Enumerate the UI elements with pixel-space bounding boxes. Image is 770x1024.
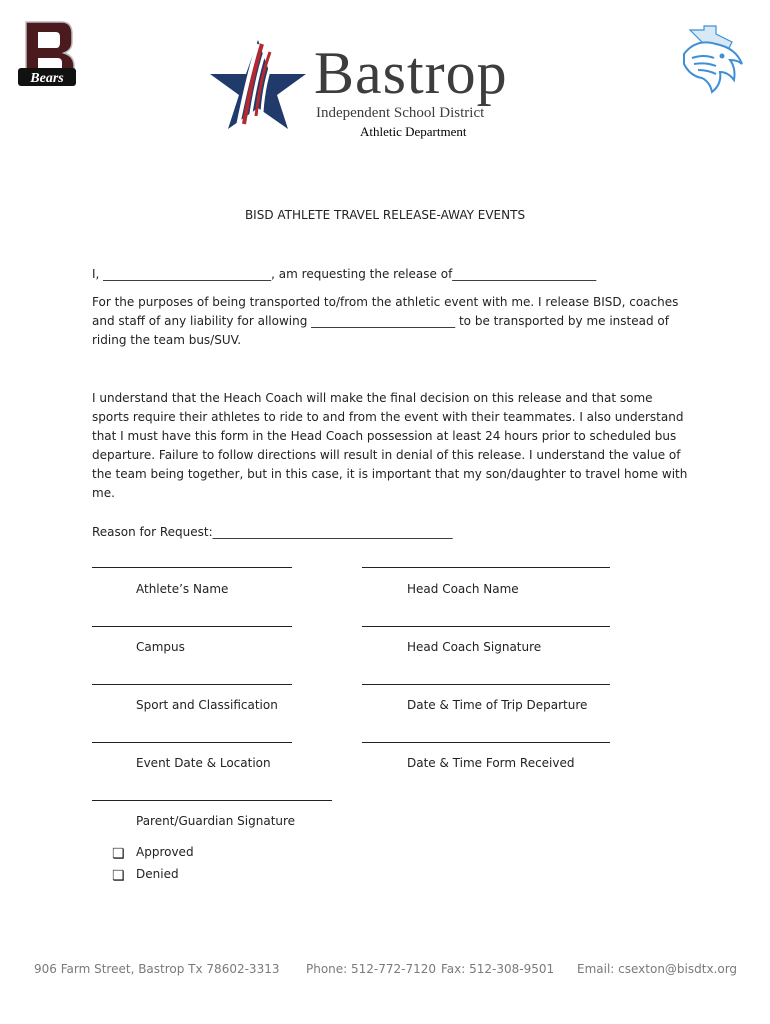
document-title: BISD ATHLETE TRAVEL RELEASE-AWAY EVENTS bbox=[244, 208, 526, 222]
sport-classification-label: Sport and Classification bbox=[136, 698, 278, 712]
campus-line bbox=[92, 626, 292, 627]
campus-label: Campus bbox=[136, 640, 185, 654]
understanding-paragraph: I understand that the Heach Coach will make the final decision on this release and that some sports require their athletes to ride to and from the event with their teammates. I also understand that I must have this form in the Head Coach possession at least 24 hours prior to scheduled bus departure. Failure to follow directions will result in denial of this release. I understand the value of the team being together, but in this case, it is important that my son/daughter to travel home with me. bbox=[92, 391, 688, 500]
trip-departure-label: Date & Time of Trip Departure bbox=[407, 698, 588, 712]
checkbox-icon[interactable]: ❏ bbox=[112, 846, 125, 862]
bears-logo bbox=[18, 20, 76, 88]
checkbox-icon[interactable]: ❏ bbox=[112, 868, 125, 884]
liability-paragraph: For the purposes of being transported to/from the athletic event with me. I release BISD, coaches and staff of any liability for allowing ________________________ to be transported by me instead of riding the team bus/SUV. bbox=[92, 295, 679, 347]
release-request-line: I, ____________________________, am requesting the release of________________________ bbox=[92, 267, 597, 281]
event-location-label: Event Date & Location bbox=[136, 756, 271, 770]
approved-checkbox-item[interactable] bbox=[112, 843, 194, 864]
eagle-logo bbox=[676, 24, 748, 96]
head-coach-name-line bbox=[362, 567, 610, 568]
reason-for-request: Reason for Request:________________________________________ bbox=[92, 525, 453, 539]
footer-address: 906 Farm Street, Bastrop Tx 78602-3313 bbox=[34, 962, 280, 976]
footer-fax: Fax: 512-308-9501 bbox=[441, 962, 555, 976]
event-location-line bbox=[92, 742, 292, 743]
sport-classification-line bbox=[92, 684, 292, 685]
head-coach-signature-label: Head Coach Signature bbox=[407, 640, 542, 654]
footer-phone: Phone: 512-772-7120 bbox=[306, 962, 437, 976]
athlete-name-line bbox=[92, 567, 292, 568]
footer-email: Email: csexton@bisdtx.org bbox=[577, 962, 738, 976]
head-coach-name-label: Head Coach Name bbox=[407, 582, 519, 596]
head-coach-signature-line bbox=[362, 626, 610, 627]
denied-label: Denied bbox=[136, 867, 179, 881]
bears-logo-text: Bears bbox=[30, 71, 64, 86]
form-received-line bbox=[362, 742, 610, 743]
district-subtitle: Independent School District bbox=[316, 105, 485, 121]
approved-label: Approved bbox=[136, 845, 194, 859]
department-name: Athletic Department bbox=[360, 124, 467, 139]
denied-checkbox-item[interactable] bbox=[112, 865, 179, 886]
trip-departure-line bbox=[362, 684, 610, 685]
parent-signature-label: Parent/Guardian Signature bbox=[136, 814, 296, 828]
form-received-label: Date & Time Form Received bbox=[407, 756, 575, 770]
athlete-name-label: Athlete’s Name bbox=[136, 582, 229, 596]
star-logo bbox=[208, 36, 308, 132]
parent-signature-line bbox=[92, 800, 332, 801]
district-name: Bastrop bbox=[314, 40, 508, 106]
